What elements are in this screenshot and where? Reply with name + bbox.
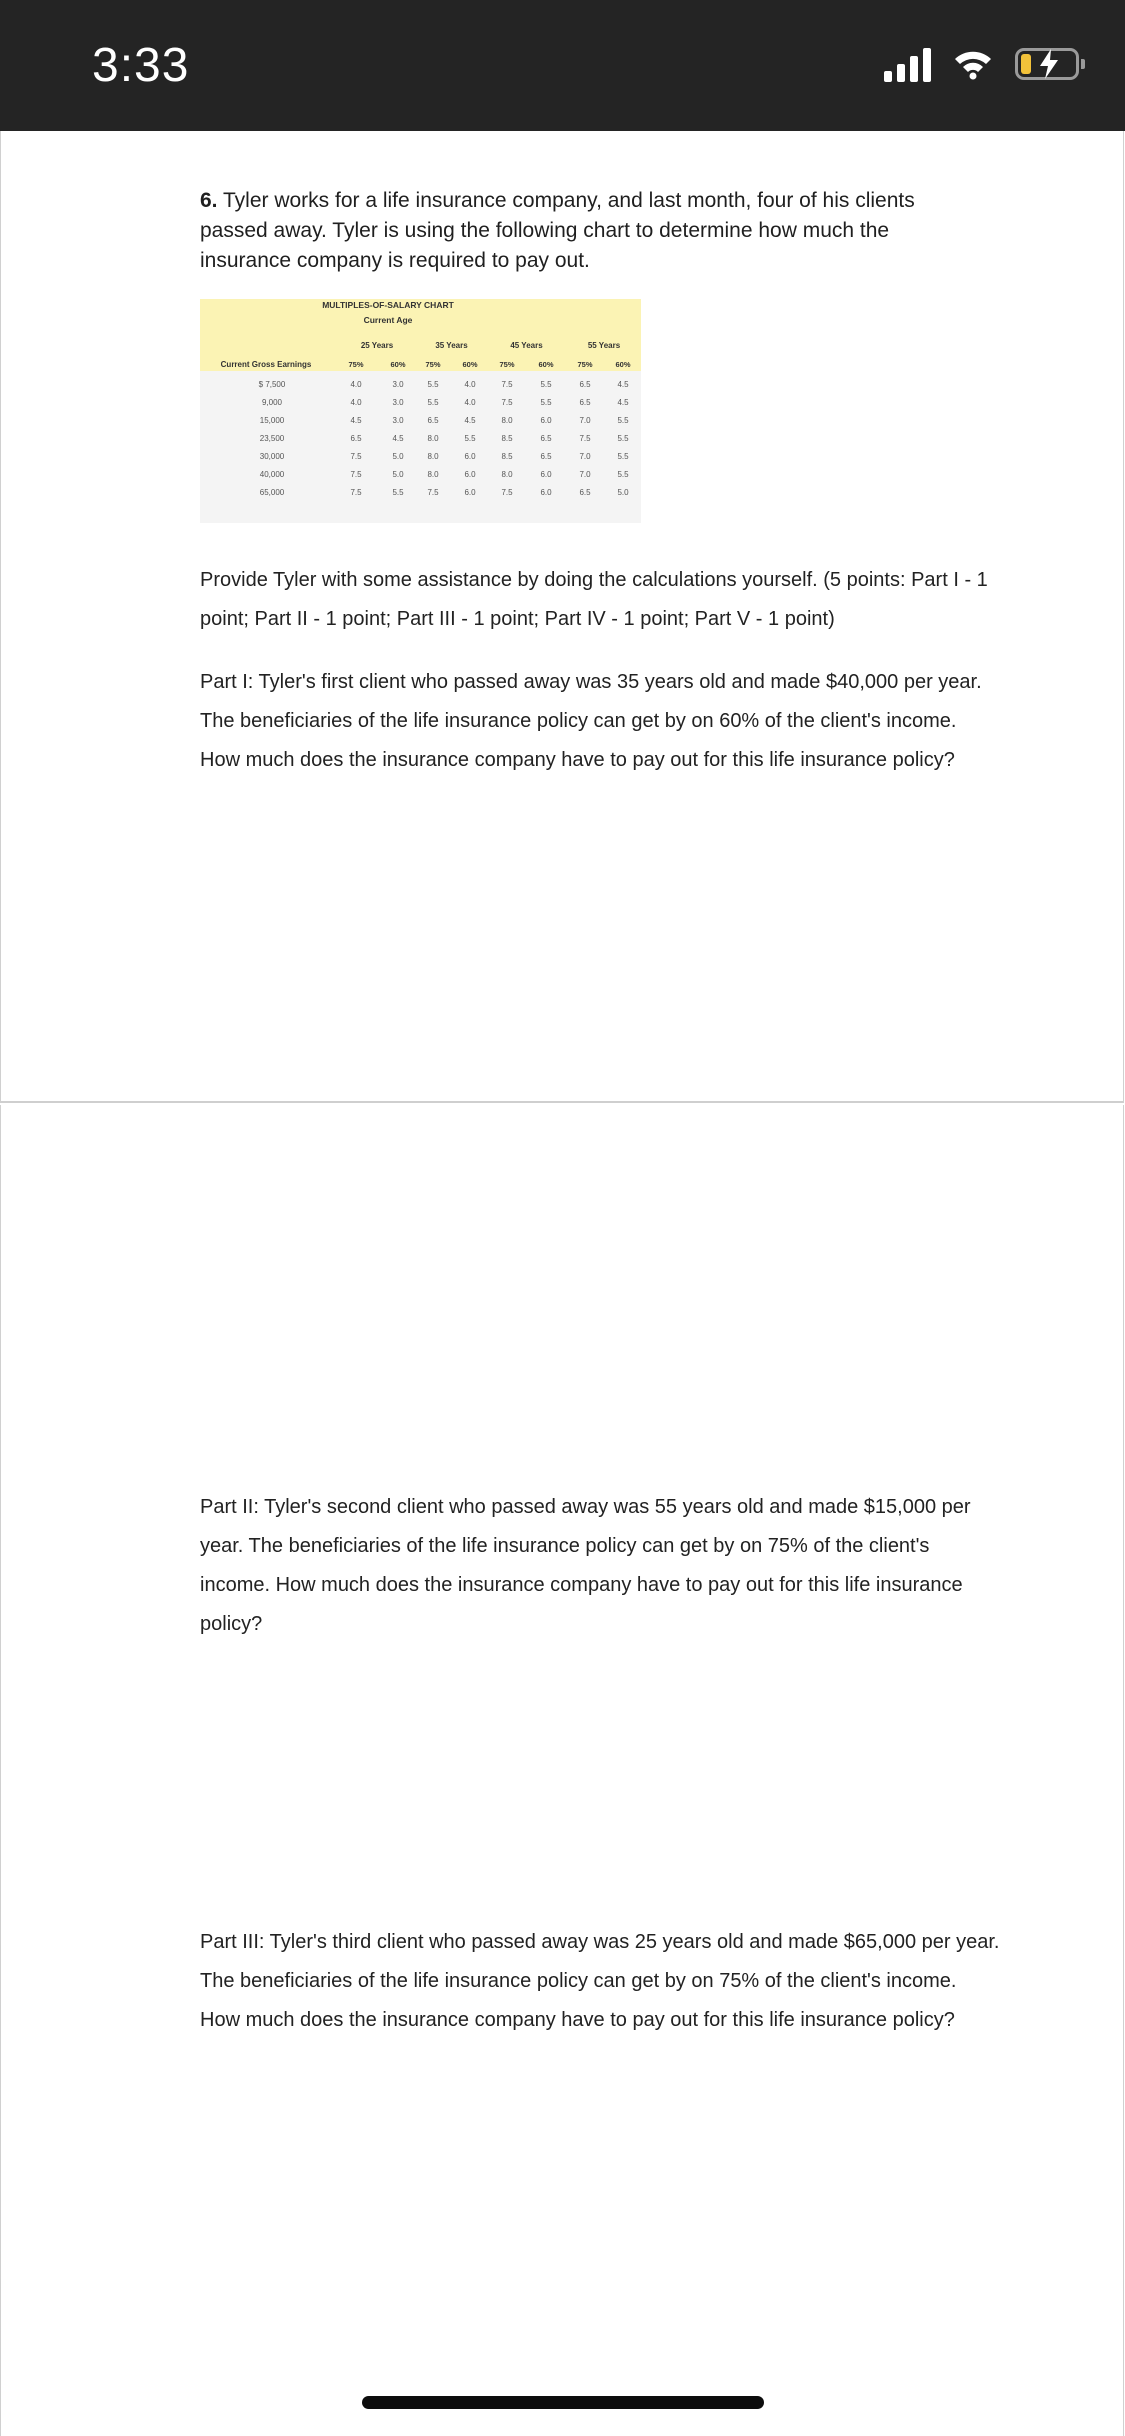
chart-earnings-label: $ 7,500	[258, 380, 286, 389]
chart-value-cell: 3.0	[392, 398, 404, 407]
chart-value-cell: 7.5	[350, 470, 362, 479]
chart-value-cell: 4.5	[350, 416, 362, 425]
chart-value-cell: 4.5	[392, 434, 404, 443]
chart-row-header: Current Gross Earnings	[220, 360, 312, 369]
status-icons	[884, 46, 1079, 82]
chart-title: MULTIPLES-OF-SALARY CHART	[322, 300, 454, 310]
chart-value-cell: 8.0	[501, 470, 513, 479]
chart-percent-header: 60%	[390, 360, 406, 369]
chart-percent-header: 75%	[577, 360, 593, 369]
chart-value-cell: 5.5	[617, 470, 629, 479]
part-2-text: Part II: Tyler's second client who passed away was 55 years old and made $15,000 per year. The beneficiaries of the life insurance policy can get by on 75% of the client's income. How much does the insurance company have to pay out for this life insurance policy?	[200, 1496, 971, 1635]
status-bar	[0, 0, 1125, 131]
chart-age-group-label: 25 Years	[360, 341, 394, 350]
chart-earnings-label: 15,000	[259, 416, 285, 425]
chart-earnings-label: 9,000	[261, 398, 283, 407]
chart-value-cell: 6.5	[427, 416, 439, 425]
chart-value-cell: 5.0	[617, 488, 629, 497]
chart-svg	[200, 299, 641, 523]
chart-value-cell: 6.5	[579, 380, 591, 389]
chart-earnings-label: 30,000	[259, 452, 285, 461]
chart-percent-header: 75%	[425, 360, 441, 369]
chart-earnings-label: 65,000	[259, 488, 285, 497]
chart-earnings-label: 23,500	[259, 434, 285, 443]
chart-value-cell: 4.0	[464, 380, 476, 389]
chart-value-cell: 6.0	[464, 488, 476, 497]
document-page-1[interactable]	[0, 131, 1124, 1103]
status-time: 3:33	[92, 39, 190, 92]
chart-value-cell: 7.5	[350, 488, 362, 497]
chart-value-cell: 6.0	[540, 470, 552, 479]
chart-value-cell: 8.5	[501, 452, 513, 461]
chart-value-cell: 5.0	[392, 452, 404, 461]
chart-value-cell: 4.0	[350, 398, 362, 407]
chart-value-cell: 7.5	[501, 398, 513, 407]
part-1-text: Part I: Tyler's first client who passed away was 35 years old and made $40,000 per year. The beneficiaries of the life insurance policy can get by on 60% of the client's income. How much does the insurance company have to pay out for this life insurance policy?	[200, 671, 982, 771]
part-3-text: Part III: Tyler's third client who passed away was 25 years old and made $65,000 per year. The beneficiaries of the life insurance policy can get by on 75% of the client's income. How much does the insurance company have to pay out for this life insurance policy?	[200, 1931, 1000, 2031]
question-intro	[200, 186, 960, 276]
chart-value-cell: 6.5	[579, 398, 591, 407]
chart-value-cell: 6.0	[540, 416, 552, 425]
chart-value-cell: 7.0	[579, 470, 591, 479]
chart-percent-header: 60%	[462, 360, 478, 369]
chart-earnings-label: 40,000	[259, 470, 285, 479]
chart-value-cell: 3.0	[392, 380, 404, 389]
chart-percent-header: 75%	[499, 360, 515, 369]
chart-value-cell: 5.5	[540, 398, 552, 407]
chart-value-cell: 5.5	[427, 398, 439, 407]
chart-value-cell: 4.0	[464, 398, 476, 407]
question-number: 6.	[200, 189, 218, 212]
chart-value-cell: 4.5	[617, 380, 629, 389]
chart-value-cell: 5.5	[617, 416, 629, 425]
chart-value-cell: 6.5	[579, 488, 591, 497]
question-text: Tyler works for a life insurance company, and last month, four of his clients passed away. Tyler is using the following chart to determine how much the insurance company is required to pay out.	[200, 189, 915, 272]
chart-value-cell: 8.0	[427, 470, 439, 479]
chart-value-cell: 3.0	[392, 416, 404, 425]
chart-percent-header: 60%	[615, 360, 631, 369]
chart-age-group-label: 55 Years	[587, 341, 621, 350]
chart-value-cell: 4.5	[617, 398, 629, 407]
chart-value-cell: 7.0	[579, 416, 591, 425]
chart-value-cell: 6.5	[540, 434, 552, 443]
chart-value-cell: 5.5	[427, 380, 439, 389]
chart-body-background	[200, 371, 641, 523]
wifi-icon	[953, 48, 993, 80]
chart-value-cell: 6.5	[540, 452, 552, 461]
chart-value-cell: 4.5	[464, 416, 476, 425]
chart-value-cell: 8.5	[501, 434, 513, 443]
chart-value-cell: 6.0	[464, 452, 476, 461]
chart-value-cell: 7.5	[501, 488, 513, 497]
chart-value-cell: 5.5	[617, 434, 629, 443]
chart-value-cell: 5.5	[617, 452, 629, 461]
chart-value-cell: 6.0	[540, 488, 552, 497]
chart-value-cell: 8.0	[427, 434, 439, 443]
chart-value-cell: 7.5	[427, 488, 439, 497]
chart-value-cell: 7.5	[579, 434, 591, 443]
chart-value-cell: 4.0	[350, 380, 362, 389]
chart-value-cell: 7.0	[579, 452, 591, 461]
chart-age-group-label: 45 Years	[510, 341, 543, 350]
document-page-2[interactable]	[0, 1105, 1124, 2436]
battery-charging-icon	[1015, 48, 1079, 80]
chart-value-cell: 8.0	[427, 452, 439, 461]
multiples-of-salary-chart	[200, 299, 641, 523]
chart-value-cell: 5.5	[540, 380, 552, 389]
cellular-signal-icon	[884, 46, 931, 82]
home-indicator[interactable]	[362, 2396, 764, 2409]
chart-value-cell: 6.5	[350, 434, 362, 443]
chart-age-group-label: 35 Years	[435, 341, 468, 350]
chart-subtitle: Current Age	[363, 315, 413, 325]
chart-value-cell: 5.5	[392, 488, 404, 497]
chart-percent-header: 60%	[538, 360, 554, 369]
chart-value-cell: 7.5	[501, 380, 513, 389]
chart-value-cell: 8.0	[501, 416, 513, 425]
chart-percent-header: 75%	[348, 360, 364, 369]
chart-value-cell: 7.5	[350, 452, 362, 461]
chart-value-cell: 5.5	[464, 434, 476, 443]
chart-value-cell: 5.0	[392, 470, 404, 479]
instructions: Provide Tyler with some assistance by doing the calculations yourself. (5 points: Part I - 1 point; Part II - 1 point; Part III - 1 point; Part IV - 1 point; Part V - 1 point)	[200, 569, 988, 630]
chart-value-cell: 6.0	[464, 470, 476, 479]
